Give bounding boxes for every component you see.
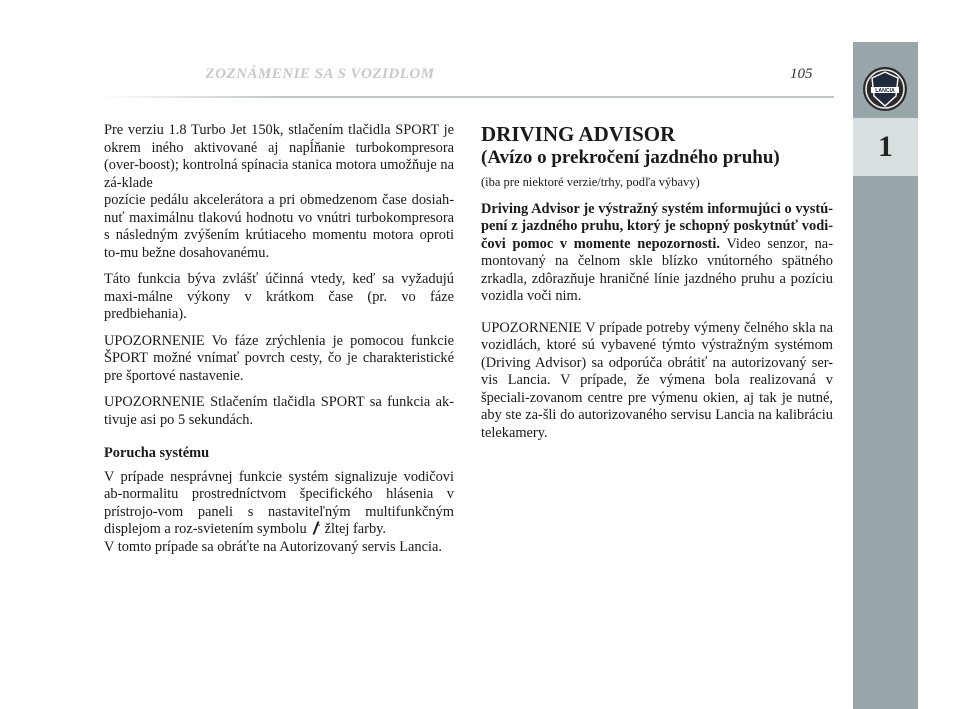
logo-text: LANCIA [875, 88, 895, 94]
section-heading: DRIVING ADVISOR [481, 122, 676, 146]
section-subtitle: (Avízo o prekročení jazdného pruhu) [481, 147, 780, 168]
paragraph: pozície pedálu akcelerátora a pri obmedzenom čase dosiah-nuť maximálnu tlakovú hodnotu vo vnútri turbokompresora s následným zvýšením krútiaceho momentu motora oproti to-mu bežne dosahovanému. [104, 192, 454, 261]
availability-note: (iba pre niektoré verzie/trhy, podľa výbavy) [481, 175, 700, 189]
left-column [104, 122, 454, 565]
paragraph [481, 201, 833, 306]
paragraph-bold-text: Driving Advisor je výstražný systém informujúci o vystú-pení z jazdného pruhu, ktorý je schopný poskytnúť vodi-čovi pomoc v momente nepozornosti. [481, 200, 833, 252]
paragraph-text: V prípade nesprávnej funkcie systém signalizuje vodičovi ab-normalitu prostredníctvom špecifického hlásenia v prístrojo-vom paneli s nastaviteľným multifunkčným displejom a roz-svietením symbolu [104, 468, 454, 537]
section-subheading: Porucha systému [104, 445, 210, 461]
chapter-number: 1 [853, 118, 918, 176]
running-header-title: ZOZNÁMENIE SA S VOZIDLOM [205, 66, 435, 82]
paragraph: Pre verziu 1.8 Turbo Jet 150k, stlačením tlačidla SPORT je okrem iného aktivované aj napĺňanie turbokompresora (over-boost); kontrolná spínacia stanica motora umožňuje na zá-klade [104, 122, 454, 191]
paragraph: V tomto prípade sa obráťte na Autorizovaný servis Lancia. [104, 538, 442, 555]
paragraph: Táto funkcia býva zvlášť účinná vtedy, keď sa vyžadujú maxi-málne výkony v krátkom čase (pr. vo fáze predbiehania). [104, 271, 454, 322]
right-column [481, 122, 833, 451]
paragraph [104, 469, 454, 539]
header-divider [98, 96, 834, 98]
paragraph: UPOZORNENIE Vo fáze zrýchlenia je pomocou funkcie ŠPORT možné vnímať povrch cesty, čo je charakteristické pre športové nastavenie. [104, 332, 454, 384]
lane-warning-icon [311, 521, 321, 535]
lancia-logo-icon [862, 66, 908, 112]
paragraph-text: Video senzor, na-montovaný na čelnom skle blízko vnútorného spätného zrkadla, zdôrazňuje hraničné línie jazdného pruhu a pozíciu vozidla voči nim. [481, 235, 833, 304]
page-number: 105 [790, 66, 813, 82]
paragraph-text: žltej farby. [324, 521, 387, 537]
paragraph: UPOZORNENIE Stlačením tlačidla SPORT sa funkcia ak-tivuje asi po 5 sekundách. [104, 394, 454, 428]
paragraph: UPOZORNENIE V prípade potreby výmeny čelného skla na vozidlách, ktoré sú vybavené týmto výstražným systémom (Driving Advisor) sa odporúča obrátiť na autorizovaný ser-vis Lancia. V prípade, že výmena bola realizovaná v špeciali-zovanom centre pre výmenu okien, aj tak je nutné, aby ste za-šli do autorizovaného servisu Lancia na kalibráciu telekamery. [481, 319, 833, 441]
